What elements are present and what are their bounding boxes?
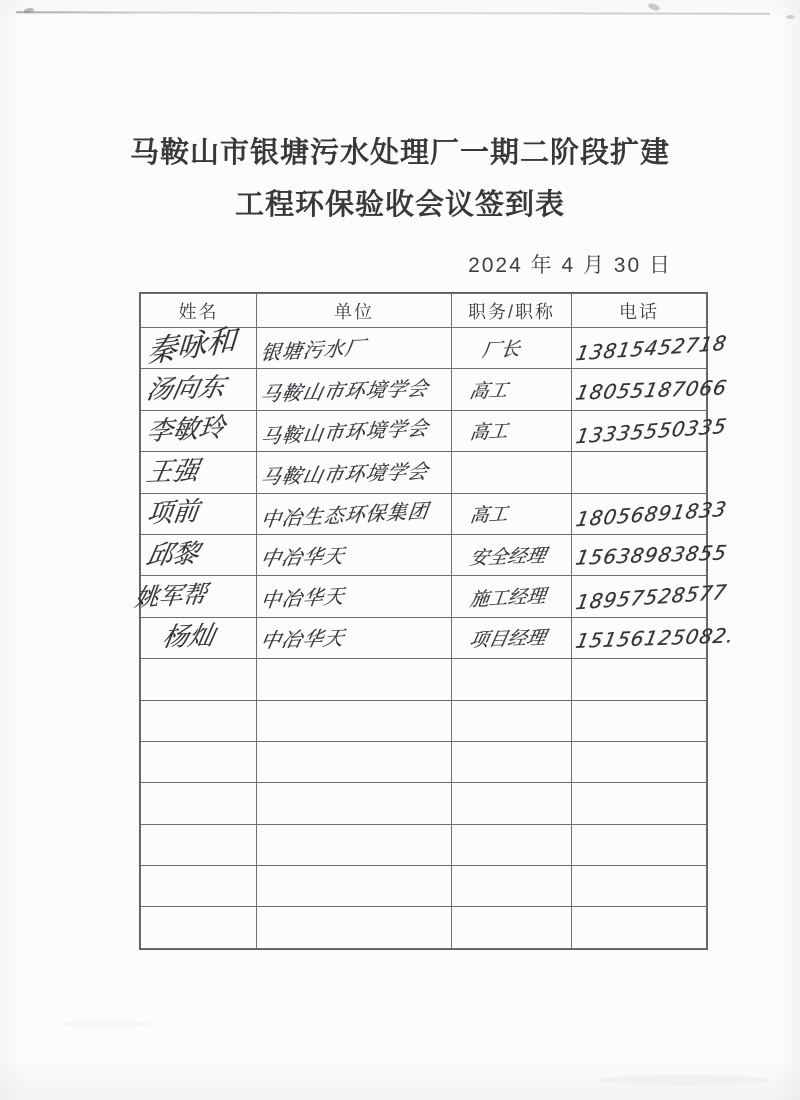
handwritten-position: 安全经理	[467, 544, 548, 570]
cell-phone	[572, 328, 729, 369]
cell-name	[141, 741, 257, 782]
cell-name	[141, 659, 257, 700]
cell-name	[141, 617, 257, 658]
cell-position	[452, 700, 572, 741]
handwritten-name: 姚军帮	[133, 580, 209, 613]
handwritten-position: 高工	[468, 503, 510, 528]
cell-position	[452, 783, 572, 824]
cell-phone	[572, 907, 707, 948]
cell-phone	[572, 369, 730, 410]
handwritten-position: 厂长	[480, 337, 522, 362]
cell-unit	[257, 493, 452, 534]
cell-position	[452, 534, 572, 575]
handwritten-name: 王强	[143, 455, 202, 488]
table-row	[141, 576, 707, 617]
cell-phone	[572, 700, 707, 741]
col-header-position: 职务/职称	[452, 294, 572, 328]
cell-unit	[257, 576, 452, 617]
handwritten-unit: 马鞍山市环境学会	[259, 415, 431, 449]
cell-position	[452, 824, 572, 865]
cell-name	[141, 493, 257, 534]
cell-unit	[257, 824, 452, 865]
handwritten-unit: 中冶生态环保集团	[259, 498, 431, 532]
cell-phone	[572, 866, 707, 907]
handwritten-position: 施工经理	[468, 584, 548, 612]
cell-name	[141, 907, 257, 948]
cell-unit	[257, 866, 452, 907]
document-title	[0, 127, 800, 231]
scan-artifact-smudge	[600, 1075, 770, 1085]
handwritten-unit: 中冶华天	[258, 543, 348, 571]
cell-name	[133, 576, 257, 617]
cell-position	[452, 576, 572, 617]
cell-position	[452, 907, 572, 948]
handwritten-position: 项目经理	[467, 627, 548, 652]
table-row-empty	[141, 741, 707, 782]
meeting-date: 2024 年 4 月 30 日	[468, 254, 672, 277]
col-header-unit: 单位	[257, 294, 452, 328]
cell-name	[141, 700, 257, 741]
cell-phone	[572, 452, 707, 493]
table-row-empty	[141, 824, 707, 865]
cell-name	[141, 534, 257, 575]
cell-phone	[572, 659, 707, 700]
cell-name	[141, 322, 257, 371]
cell-phone	[572, 824, 707, 865]
handwritten-unit: 中冶华天	[258, 625, 348, 653]
handwritten-name: 邱黎	[143, 538, 202, 571]
cell-name	[141, 866, 257, 907]
cell-position	[452, 328, 572, 369]
cell-position	[452, 410, 572, 451]
table-row	[141, 410, 707, 451]
handwritten-name: 杨灿	[159, 621, 218, 654]
cell-unit	[257, 328, 452, 369]
title-line-1: 马鞍山市银塘污水处理厂一期二阶段扩建	[129, 137, 670, 169]
cell-unit	[257, 741, 452, 782]
cell-unit	[257, 534, 452, 575]
handwritten-name: 秦咏和	[145, 322, 238, 371]
table-row-empty	[141, 700, 707, 741]
cell-name	[141, 369, 257, 410]
cell-position	[452, 741, 572, 782]
handwritten-phone: 18056891833	[574, 496, 729, 532]
cell-unit	[257, 452, 452, 493]
cell-unit	[257, 907, 452, 948]
table-row-empty	[141, 907, 707, 948]
cell-position	[452, 369, 572, 410]
scan-artifact-smudge	[60, 1020, 150, 1028]
cell-phone	[572, 617, 737, 658]
cell-phone	[572, 741, 707, 782]
table-row	[141, 452, 707, 493]
col-header-name: 姓名	[141, 294, 257, 328]
handwritten-unit: 银塘污水厂	[259, 334, 368, 365]
handwritten-position: 高工	[468, 420, 510, 445]
title-line-2: 工程环保验收会议签到表	[234, 189, 565, 221]
handwritten-unit: 中冶华天	[259, 583, 347, 613]
signin-table	[133, 293, 737, 949]
cell-position	[452, 617, 572, 658]
cell-unit	[257, 659, 452, 700]
handwritten-phone: 15638983855	[573, 540, 730, 570]
cell-position	[452, 866, 572, 907]
table-row-empty	[141, 783, 707, 824]
handwritten-phone: 13335550335	[574, 413, 729, 449]
handwritten-phone: 18055187066	[573, 374, 730, 405]
scan-artifact-mark	[786, 15, 795, 19]
cell-phone	[572, 410, 729, 451]
handwritten-unit: 马鞍山市环境学会	[258, 458, 432, 489]
table-row	[141, 534, 707, 575]
table-row	[141, 369, 707, 410]
table-row-empty	[141, 659, 707, 700]
cell-phone	[572, 576, 729, 617]
handwritten-phone: 13815452718	[574, 330, 729, 366]
cell-name	[141, 410, 257, 451]
handwritten-name: 汤向东	[143, 372, 228, 406]
cell-name	[141, 783, 257, 824]
cell-position	[452, 452, 572, 493]
table-row	[141, 617, 707, 658]
scan-artifact-line	[16, 11, 770, 15]
handwritten-unit: 马鞍山市环境学会	[258, 376, 432, 407]
table-row	[141, 328, 707, 369]
handwritten-phone: 15156125082.	[573, 623, 737, 653]
cell-phone	[572, 493, 729, 534]
table-row-empty	[141, 866, 707, 907]
scan-artifact-mark	[647, 2, 660, 12]
cell-phone	[572, 534, 730, 575]
cell-name	[141, 824, 257, 865]
cell-unit	[257, 410, 452, 451]
cell-phone	[572, 783, 707, 824]
handwritten-name: 项前	[144, 496, 201, 530]
handwritten-name: 李敏玲	[144, 413, 227, 448]
cell-name	[141, 452, 257, 493]
cell-unit	[257, 617, 452, 658]
table-row	[141, 493, 707, 534]
cell-unit	[257, 700, 452, 741]
handwritten-position: 高工	[467, 379, 510, 403]
cell-position	[452, 493, 572, 534]
handwritten-phone: 18957528577	[574, 579, 729, 614]
cell-position	[452, 659, 572, 700]
col-header-phone: 电话	[572, 294, 707, 328]
cell-unit	[257, 783, 452, 824]
cell-unit	[257, 369, 452, 410]
